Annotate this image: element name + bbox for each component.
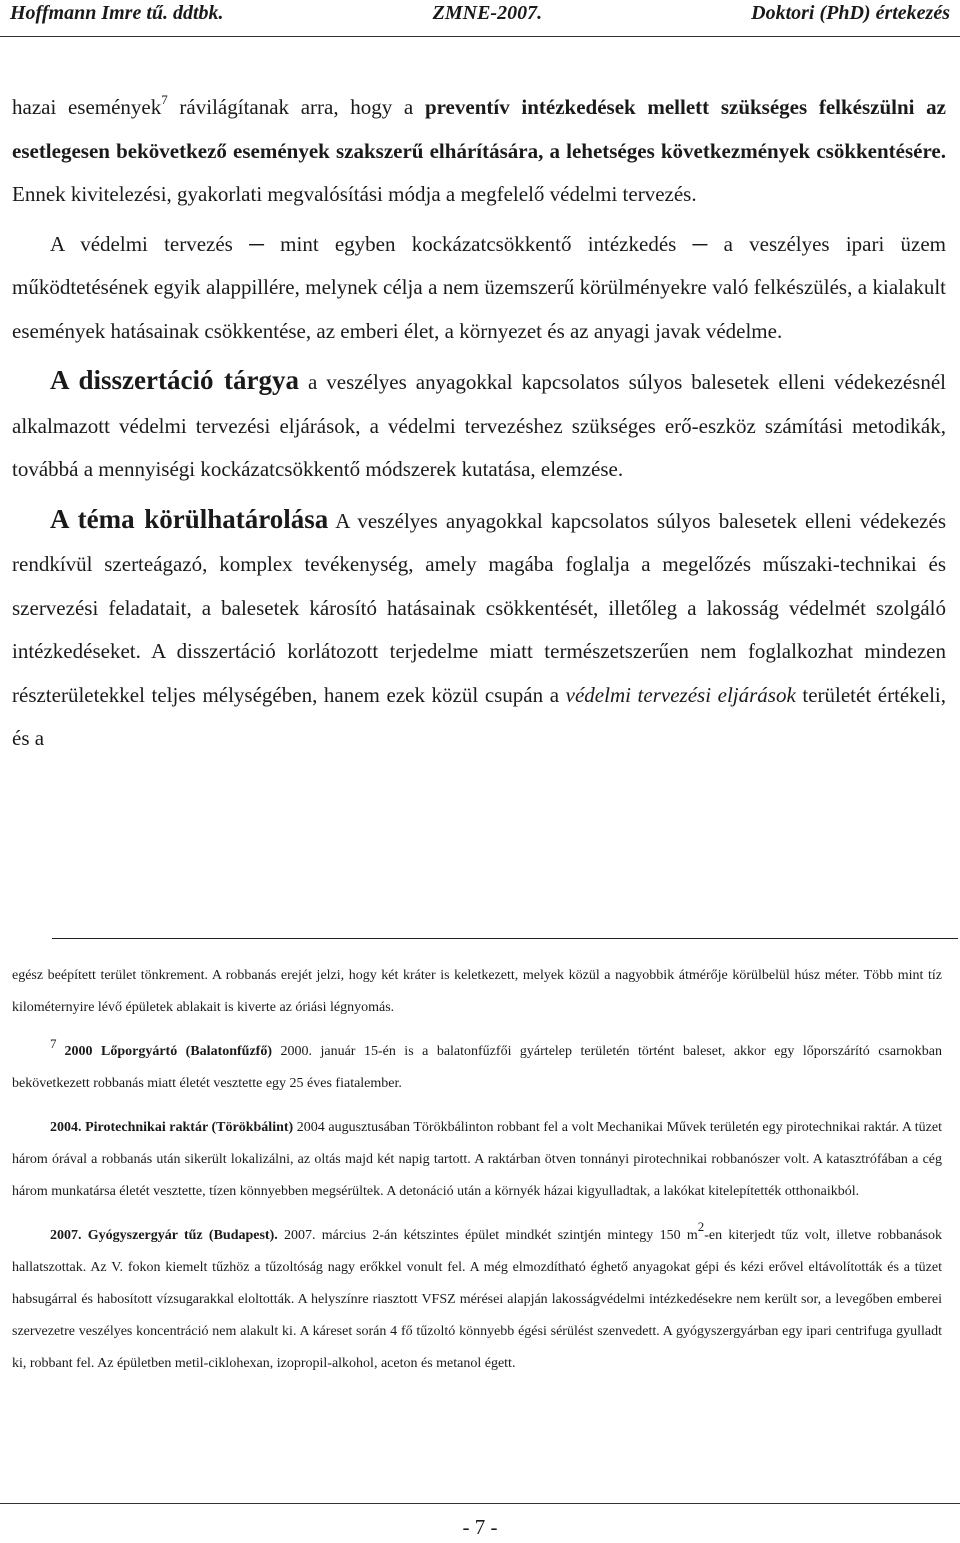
paragraph-3 <box>12 359 946 492</box>
footnote-continuation: egész beépített terület tönkrement. A robbanás erejét jelzi, hogy két kráter is keletkezett, melyek közül a nagyobbik átmérője körülbelül húsz méter. Több mint tíz kilométernyire lévő épületek ablakait is kiverte az óriási légnyomás. <box>12 968 942 1015</box>
page-number: - 7 - <box>462 1515 498 1539</box>
section-heading-scope: A téma körülhatárolása <box>50 503 329 534</box>
text-run: rávilágítanak arra, hogy a <box>167 95 425 119</box>
header-author: Hoffmann Imre tű. ddtbk. <box>10 2 224 24</box>
footnote-7 <box>12 1036 942 1100</box>
bold-text: 2004. Pirotechnikai raktár (Törökbálint) <box>50 1120 294 1135</box>
superscript: 2 <box>697 1219 705 1235</box>
text-run: 2000. január 15-én is a balatonfűzfői gyártelep területén történt baleset, akkor egy lőporszárító csarnokban bekövetkezett robbanás miatt életét vesztette egy 25 éves fiatalember. <box>12 1044 942 1091</box>
footer-rule <box>0 1503 960 1504</box>
bold-text: preventív intézkedések mellett szükséges felkészülni az esetlegesen bekövetkező események szakszerű elhárítására, a lehetséges következmények csökkentésére. <box>12 95 946 163</box>
paragraph-4 <box>12 498 946 761</box>
main-text <box>12 86 946 761</box>
header-doc-type: Doktori (PhD) értekezés <box>751 2 950 24</box>
footnotes <box>12 960 942 1380</box>
text-run: 2004 augusztusában Törökbálinton robbant fel a volt Mechanikai Művek területén egy pirotechnikai raktár. A tüzet három órával a robbanás után sikerült lokalizálni, az oltás majd két napig tartott. A raktárban ötven tonnányi pirotechnikai robbanószer volt. A katasztrófában a cég három munkatársa életét vesztette, tízen könnyebben megsérültek. A detonáció után a környék házai kigyulladtak, a lakókat kitelepítették otthonaikból. <box>12 1120 942 1199</box>
text-run: területét értékeli, és a <box>12 682 946 750</box>
text-run: A veszélyes anyagokkal kapcsolatos súlyos balesetek elleni védekezés rendkívül szerteágazó, komplex tevékenység, amely magába foglalja a megelőzés műszaki-technikai és szervezési feladatait, a balesetek károsító hatásainak csökkentését, illetőleg a lakosság védelmét szolgáló intézkedéseket. A disszertáció korlátozott terjedelme miatt természetszerűen nem foglalkozhat mindezen részterületekkel teljes mélységében, hanem ezek közül csupán a <box>12 508 946 707</box>
text-run: -en kiterjedt tűz volt, illetve robbanások hallatszottak. Az V. fokon kiemelt tűzhöz a tűzoltóság nagy erőkkel vonult fel. A még elmozdítható éghető anyagokat gépi és kézi erővel eltávolították és a tüzet habsugárral és habosított vízsugarakkal eloltották. A helyszínre riasztott VFSZ mérései alapján lakosságvédelmi intézkedésekre nem került sor, a levegőben emberei szervezetre veszélyes koncentráció nem alakult ki. A káreset során 4 fő tűzoltó könnyebb égési sérülést szenvedett. A gyógyszergyárban egy ipari centrifuga gyulladt ki, robbant fel. Az épületben metil-ciklohexan, izopropil-alkohol, aceton és metanol égett. <box>12 1228 942 1371</box>
footnote-2007 <box>12 1220 942 1380</box>
footnote-number: 7 <box>50 1036 57 1051</box>
footnote-ref-7: 7 <box>161 92 168 107</box>
paragraph-1 <box>12 86 946 217</box>
bold-text: 2007. Gyógyszergyár tűz (Budapest). <box>50 1228 278 1243</box>
text-run: hazai események <box>12 95 162 119</box>
text-run: Ennek kivitelezési, gyakorlati megvalósítási módja a megfelelő védelmi tervezés. <box>12 182 697 206</box>
text-run: a veszélyes anyagokkal kapcsolatos súlyos balesetek elleni védekezésnél alkalmazott védelmi tervezési eljárások, a védelmi tervezéshez szükséges erő-eszköz számítási metodikák, továbbá a mennyiségi kockázatcsökkentő módszerek kutatása, elemzése. <box>12 370 946 481</box>
running-header <box>10 0 950 34</box>
footnote-separator <box>52 938 958 939</box>
italic-text: védelmi tervezési eljárások <box>565 682 796 707</box>
section-heading-subject: A disszertáció tárgya <box>50 365 299 395</box>
bold-text: 2000 Lőporgyártó (Balatonfűzfő) <box>64 1044 273 1059</box>
footnote-2004 <box>12 1112 942 1208</box>
text-run: 2007. március 2-án kétszintes épület mindkét szintjén mintegy 150 m <box>277 1228 698 1243</box>
header-rule <box>0 36 960 37</box>
paragraph-2: A védelmi tervezés ─ mint egyben kockázatcsökkentő intézkedés ─ a veszélyes ipari üzem működtetésének egyik alappillére, melynek célja a nem üzemszerű körülményekre való felkészülés, a kialakult események hatásainak csökkentése, az emberi élet, a környezet és az anyagi javak védelme. <box>12 231 946 343</box>
header-institution: ZMNE-2007. <box>432 2 543 24</box>
